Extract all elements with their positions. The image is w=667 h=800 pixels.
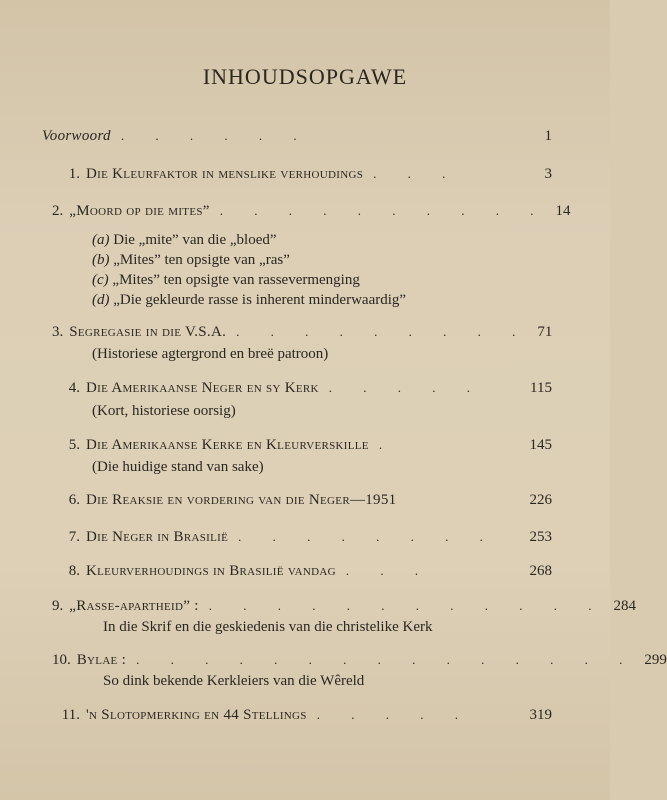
toc-entry-7 — [42, 529, 552, 551]
toc-entry-label: Voorwoord — [42, 128, 111, 144]
dot-leader: . — [378, 437, 397, 452]
toc-entry-label: „Rasse-apartheid” : — [69, 598, 199, 614]
toc-entry-11 — [42, 707, 552, 729]
toc-entry-number: 5. — [68, 437, 80, 453]
toc-entry-page: 253 — [529, 529, 552, 545]
toc-entry-4-note: (Kort, historiese oorsig) — [92, 403, 236, 419]
subentry-letter: (d) — [92, 292, 110, 308]
subentry-text: „Mites” ten opsigte van rassevermenging — [112, 272, 360, 288]
toc-entry-label: Die Amerikaanse Neger en sy Kerk — [86, 380, 319, 396]
subentry-text: „Mites” ten opsigte van „ras” — [113, 252, 290, 268]
toc-entry-number: 2. — [52, 203, 64, 219]
toc-entry-number: 10. — [52, 652, 71, 668]
toc-entry-number: 6. — [68, 492, 80, 508]
toc-entry-number: 11. — [61, 707, 80, 723]
dot-leader: . . . . . . . . . . . . — [208, 598, 606, 613]
toc-entry-label: „Moord op die mites” — [69, 203, 210, 219]
toc-entry-2 — [42, 203, 571, 225]
toc-entry-voorwoord — [42, 128, 552, 150]
toc-entry-page: 226 — [529, 492, 552, 508]
toc-entry-number: 9. — [52, 598, 64, 614]
toc-subentry-c — [92, 272, 360, 292]
toc-entry-page: 284 — [613, 598, 636, 614]
dot-leader: . . . . . . . . — [238, 529, 497, 544]
dot-leader: . . . . . . — [120, 128, 311, 143]
dot-leader: . . . . . . . . . . . . . . . — [136, 652, 637, 667]
toc-entry-label: Die Amerikaanse Kerke en Kleurverskille — [86, 437, 369, 453]
toc-entry-page: 14 — [555, 203, 571, 219]
toc-entry-label: Die Reaksie en vordering van die Neger—1951 — [86, 492, 397, 508]
toc-entry-label: Bylae : — [76, 652, 127, 668]
toc-entry-label: Kleurverhoudings in Brasilië vandag — [86, 563, 336, 579]
toc-entry-page: 319 — [529, 707, 552, 723]
toc-entry-number: 4. — [68, 380, 80, 396]
toc-entry-9-note: In die Skrif en die geskiedenis van die christelike Kerk — [103, 619, 433, 635]
dot-leader: . . . — [373, 166, 460, 181]
toc-entry-label: Segregasie in die V.S.A. — [69, 324, 227, 340]
toc-entry-label: 'n Slotopmerking en 44 Stellings — [86, 707, 307, 723]
toc-entry-10-note: So dink bekende Kerkleiers van die Wêreld — [103, 673, 365, 689]
toc-entry-page: 145 — [529, 437, 552, 453]
toc-entry-number: 1. — [68, 166, 80, 182]
dot-leader: . . . . . . . . . — [236, 324, 530, 339]
toc-entry-3 — [42, 324, 552, 346]
dot-leader: . . . . . — [316, 707, 472, 722]
toc-entry-page: 299 — [644, 652, 667, 668]
dot-leader: . . . — [345, 563, 433, 578]
toc-entry-3-note: (Historiese agtergrond en breë patroon) — [92, 346, 329, 362]
toc-entry-page: 268 — [529, 563, 552, 579]
toc-entry-number: 8. — [68, 563, 80, 579]
subentry-letter: (c) — [92, 272, 109, 288]
subentry-letter: (a) — [92, 232, 110, 248]
dot-leader: . . . . . — [328, 380, 485, 395]
toc-entry-4 — [42, 380, 552, 402]
toc-entry-5 — [42, 437, 552, 459]
subentry-text: „Die gekleurde rasse is inherent minderwaardig” — [113, 292, 407, 308]
toc-entry-9 — [42, 598, 636, 620]
toc-entry-page: 1 — [544, 128, 552, 144]
toc-entry-number: 3. — [52, 324, 64, 340]
subentry-text: Die „mite” van die „bloed” — [113, 232, 277, 248]
toc-subentry-d — [92, 292, 406, 312]
toc-subentry-a — [92, 232, 277, 252]
toc-entry-number: 7. — [68, 529, 80, 545]
toc-entry-6 — [42, 492, 552, 514]
page-title: INHOUDSOPGAWE — [202, 64, 408, 89]
toc-entry-page: 115 — [530, 380, 552, 396]
toc-entry-page: 3 — [544, 166, 552, 182]
toc-entry-10 — [42, 652, 667, 674]
toc-entry-label: Die Kleurfaktor in menslike verhoudings — [86, 166, 364, 182]
toc-entry-page: 71 — [537, 324, 553, 340]
toc-entry-1 — [42, 166, 552, 188]
toc-entry-8 — [42, 563, 552, 585]
toc-subentry-b — [92, 252, 290, 272]
dot-leader: . . . . . . . . . . — [219, 203, 548, 218]
subentry-letter: (b) — [92, 252, 110, 268]
toc-entry-label: Die Neger in Brasilië — [86, 529, 229, 545]
toc-entry-5-note: (Die huidige stand van sake) — [92, 459, 264, 475]
